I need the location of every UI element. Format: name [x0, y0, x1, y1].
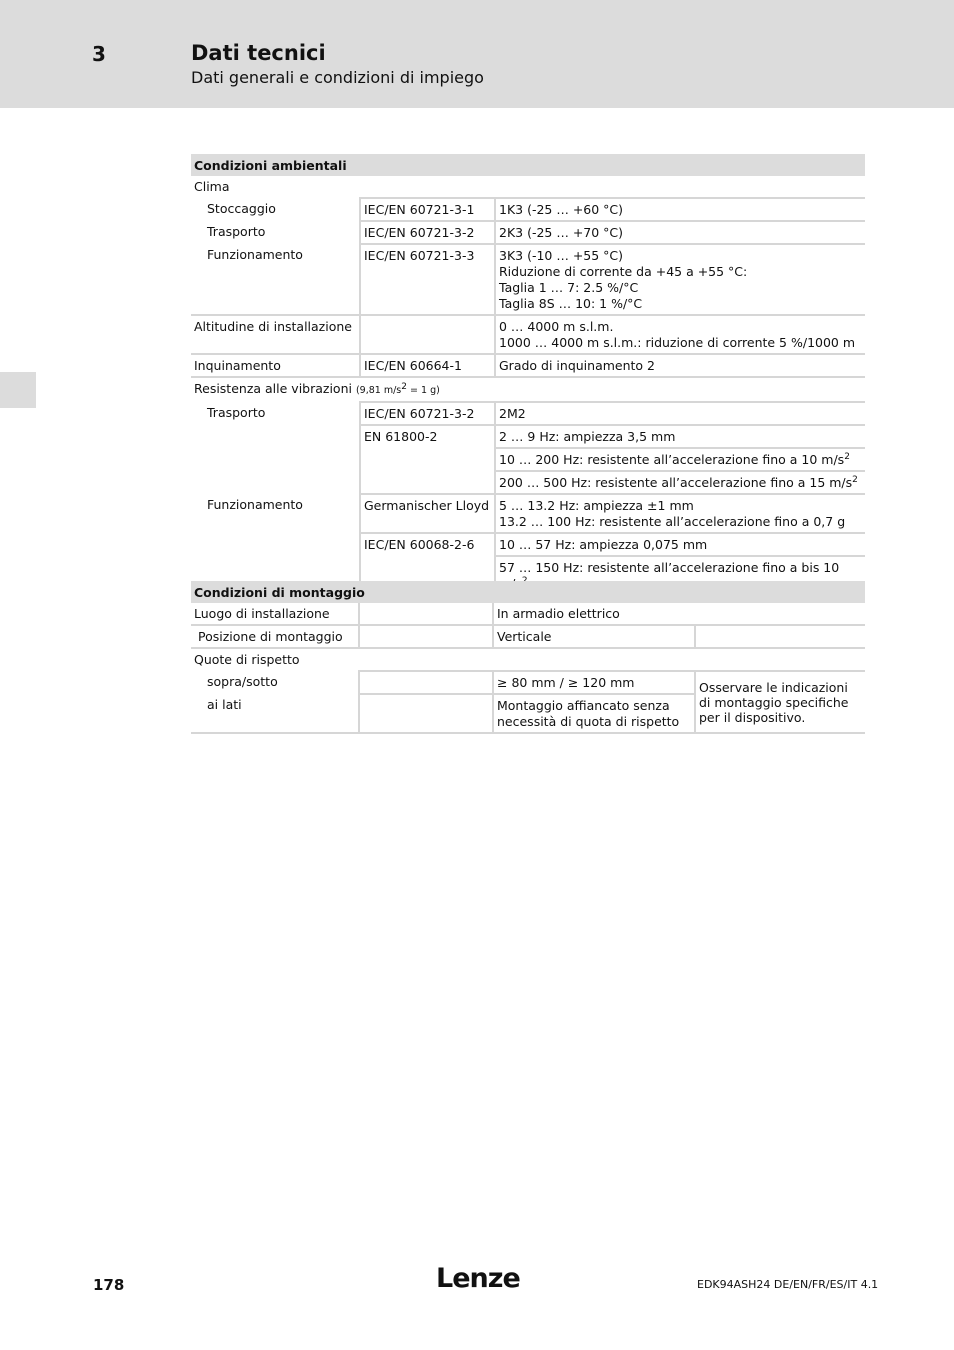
- value-cell: Verticale: [493, 625, 695, 648]
- section-heading: Condizioni di montaggio: [191, 581, 865, 603]
- table-row: [191, 402, 865, 425]
- row-label: Altitudine di installazione: [191, 315, 360, 354]
- value-cell: 10 … 200 Hz: resistente all’accelerazione fino a 10 $m/s^2$: [495, 448, 865, 471]
- environment-table: [191, 154, 865, 596]
- chapter-header: [0, 0, 954, 108]
- value-cell: In armadio elettrico: [493, 603, 865, 625]
- norm-cell: IEC/EN 60721-3-2: [360, 221, 495, 244]
- vibrations-label: Resistenza alle vibrazioni: [194, 381, 352, 396]
- row-label: sopra/sotto: [207, 674, 278, 689]
- norm-cell: Germanischer Lloyd: [360, 494, 495, 533]
- lenze-logo: Lenze: [436, 1263, 520, 1294]
- row-label-quote: Quote di rispetto: [191, 648, 865, 671]
- table-row: [191, 377, 865, 402]
- value-line: 0 … 4000 m s.l.m.: [499, 319, 614, 334]
- value-cell: Grado di inquinamento 2: [495, 354, 865, 377]
- norm-cell: [359, 625, 493, 648]
- value-cell: Montaggio affiancato senza necessità di quota di rispetto: [493, 694, 695, 733]
- table-row: [191, 625, 865, 648]
- value-line: 5 … 13.2 Hz: ampiezza ±1 mm: [499, 498, 694, 513]
- value-line: Riduzione di corrente da +45 a +55 °C:: [499, 264, 748, 279]
- value-cell: 2K3 (-25 … +70 °C): [495, 221, 865, 244]
- chapter-side-tab: [0, 372, 36, 408]
- value-cell: [495, 494, 865, 533]
- row-label-vibrations: [191, 377, 865, 402]
- table-row: [191, 315, 865, 354]
- table-row: [191, 494, 865, 533]
- document-code: EDK94ASH24 DE/EN/FR/ES/IT 4.1: [697, 1278, 879, 1291]
- norm-cell: [359, 671, 493, 694]
- table-row: [191, 354, 865, 377]
- norm-cell: IEC/EN 60721-3-3: [360, 244, 495, 315]
- norm-cell: IEC/EN 60721-3-2: [360, 402, 495, 425]
- table-row: [191, 221, 865, 244]
- norm-cell: IEC/EN 60664-1: [360, 354, 495, 377]
- section-heading: Condizioni ambientali: [191, 154, 865, 176]
- value-cell: 2M2: [495, 402, 865, 425]
- row-label: Luogo di installazione: [194, 606, 330, 621]
- row-label-clima: Clima: [194, 179, 230, 194]
- mounting-table: [191, 581, 865, 734]
- value-cell: 200 … 500 Hz: resistente all’accelerazione fino a 15 $m/s^2$: [495, 471, 865, 494]
- note-cell: [695, 625, 865, 648]
- table-row: [191, 648, 865, 671]
- value-cell: 10 … 57 Hz: ampiezza 0,075 mm: [495, 533, 865, 556]
- row-label: Funzionamento: [191, 494, 360, 595]
- norm-cell: IEC/EN 60068-2-6: [360, 533, 495, 595]
- page-number: 178: [93, 1276, 125, 1294]
- row-label: Inquinamento: [191, 354, 360, 377]
- value-cell: [495, 244, 865, 315]
- row-label: Trasporto: [207, 224, 266, 239]
- value-line: 1000 … 4000 m s.l.m.: riduzione di corrente 5 %/1000 m: [499, 335, 856, 350]
- table-row: [191, 671, 865, 694]
- value-cell: 2 … 9 Hz: ampiezza 3,5 mm: [495, 425, 865, 448]
- chapter-title: Dati tecnici: [191, 41, 326, 65]
- value-line: 13.2 … 100 Hz: resistente all’accelerazione fino a 0,7 g: [499, 514, 846, 529]
- table-row: [191, 603, 865, 625]
- norm-cell: EN 61800-2: [360, 425, 495, 494]
- vibrations-note: (9,81 $m/s^2 = 1$ g): [355, 381, 440, 396]
- value-cell: 57 … 150 Hz: resistente all’accelerazione fino a bis 10: [495, 556, 865, 595]
- value-cell: [495, 315, 865, 354]
- norm-cell: [360, 315, 495, 354]
- value-cell: ≥ 80 mm / ≥ 120 mm: [493, 671, 695, 694]
- norm-cell: [359, 694, 493, 733]
- table-heading-row: [191, 581, 865, 603]
- row-label: ai lati: [191, 694, 359, 733]
- row-label: Funzionamento: [207, 247, 303, 262]
- table-row: [191, 244, 865, 315]
- value-line: 3K3 (-10 … +55 °C): [499, 248, 624, 263]
- row-label: Posizione di montaggio: [191, 625, 359, 648]
- value-line: Taglia 8S … 10: 1 %/°C: [499, 296, 643, 311]
- row-label: Stoccaggio: [207, 201, 276, 216]
- note-cell: Osservare le indicazioni di montaggio specifiche per il dispositivo.: [695, 671, 865, 733]
- norm-cell: IEC/EN 60721-3-1: [360, 198, 495, 221]
- chapter-number: 3: [92, 42, 106, 66]
- table-row: [191, 198, 865, 221]
- value-cell: 1K3 (-25 … +60 °C): [495, 198, 865, 221]
- row-label: Trasporto: [207, 405, 266, 420]
- table-heading-row: [191, 154, 865, 176]
- chapter-subtitle: Dati generali e condizioni di impiego: [191, 68, 484, 87]
- value-line: Taglia 1 … 7: 2.5 %/°C: [499, 280, 639, 295]
- norm-cell: [359, 603, 493, 625]
